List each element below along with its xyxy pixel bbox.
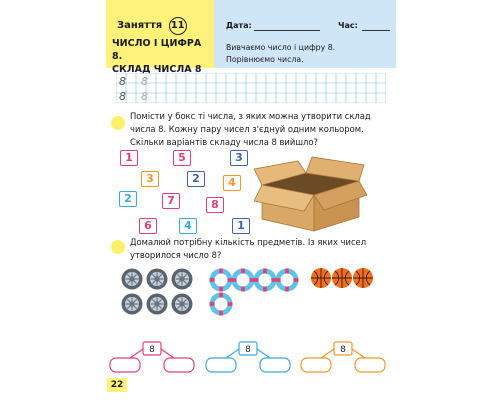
basketball-icon — [311, 268, 373, 288]
wheel-icon — [122, 269, 193, 315]
number-card[interactable]: 5 — [173, 150, 191, 166]
number-card[interactable]: 8 — [206, 197, 224, 213]
page-title — [112, 37, 214, 76]
workbook-page — [106, 0, 396, 400]
grid-digit-sample: 8 — [119, 90, 126, 103]
desc-line-2: Порівнюємо числа. — [226, 55, 304, 64]
task-marker-1 — [111, 116, 125, 130]
lesson-label-text: Заняття — [117, 20, 163, 31]
grid-digit-sample: 8 — [119, 75, 126, 88]
lesson-label — [117, 17, 187, 35]
date-field[interactable] — [254, 30, 320, 31]
number-card[interactable]: 7 — [162, 193, 180, 209]
page-number: 22 — [107, 378, 127, 392]
task-2-line-1: Домалюй потрібну кількість предметів. Із яких чисел — [130, 237, 367, 247]
writing-grid[interactable] — [116, 73, 386, 103]
grid-digit-trace: 8 — [141, 90, 148, 103]
number-card[interactable]: 1 — [120, 150, 138, 166]
header-title-panel — [106, 0, 214, 75]
lesson-description — [226, 42, 335, 66]
number-card[interactable]: 3 — [230, 150, 248, 166]
number-card[interactable]: 2 — [119, 191, 137, 207]
time-field[interactable] — [362, 30, 390, 31]
tree-left-box[interactable] — [110, 358, 140, 372]
counting-objects — [106, 260, 396, 322]
composition-tree[interactable] — [110, 342, 194, 372]
header-info-panel — [214, 0, 396, 68]
number-card[interactable]: 1 — [232, 218, 250, 234]
tree-top-number: 8 — [340, 345, 346, 355]
task-2-text — [130, 236, 392, 262]
number-card[interactable]: 4 — [179, 218, 197, 234]
tree-right-box[interactable] — [355, 358, 385, 372]
composition-tree[interactable] — [301, 342, 385, 372]
task-1-line-1: Помісти у бокс ті числа, з яких можна утворити склад — [130, 111, 371, 121]
tree-left-box[interactable] — [206, 358, 236, 372]
tree-top-number: 8 — [149, 345, 155, 355]
tree-right-box[interactable] — [164, 358, 194, 372]
swim-ring-icon — [210, 269, 299, 316]
number-card[interactable]: 2 — [187, 171, 205, 187]
time-label: Час: — [338, 21, 358, 30]
lesson-number: 11 — [169, 17, 187, 35]
number-card[interactable]: 6 — [139, 218, 157, 234]
number-card[interactable]: 4 — [223, 175, 241, 191]
task-1-text — [130, 110, 392, 149]
task-1-line-2: числа 8. Кожну пару чисел з'єднуй одним кольором. — [130, 124, 364, 134]
title-line-2: СКЛАД ЧИСЛА 8 — [112, 64, 202, 75]
task-marker-2 — [111, 240, 125, 254]
tree-left-box[interactable] — [301, 358, 331, 372]
number-card[interactable]: 3 — [141, 171, 159, 187]
date-label: Дата: — [226, 21, 252, 30]
task-1-line-3: Скільки варіантів складу числа 8 вийшло? — [130, 137, 318, 147]
composition-tree[interactable] — [206, 342, 290, 372]
title-line-1: ЧИСЛО І ЦИФРА 8. — [112, 38, 202, 62]
cardboard-box-icon[interactable] — [254, 155, 369, 235]
composition-trees — [106, 340, 396, 380]
task-2-line-2: утворилося число 8? — [130, 250, 222, 260]
tree-top-number: 8 — [245, 345, 251, 355]
desc-line-1: Вивчаємо число і цифру 8. — [226, 43, 336, 52]
tree-right-box[interactable] — [260, 358, 290, 372]
grid-digit-trace: 8 — [141, 75, 148, 88]
